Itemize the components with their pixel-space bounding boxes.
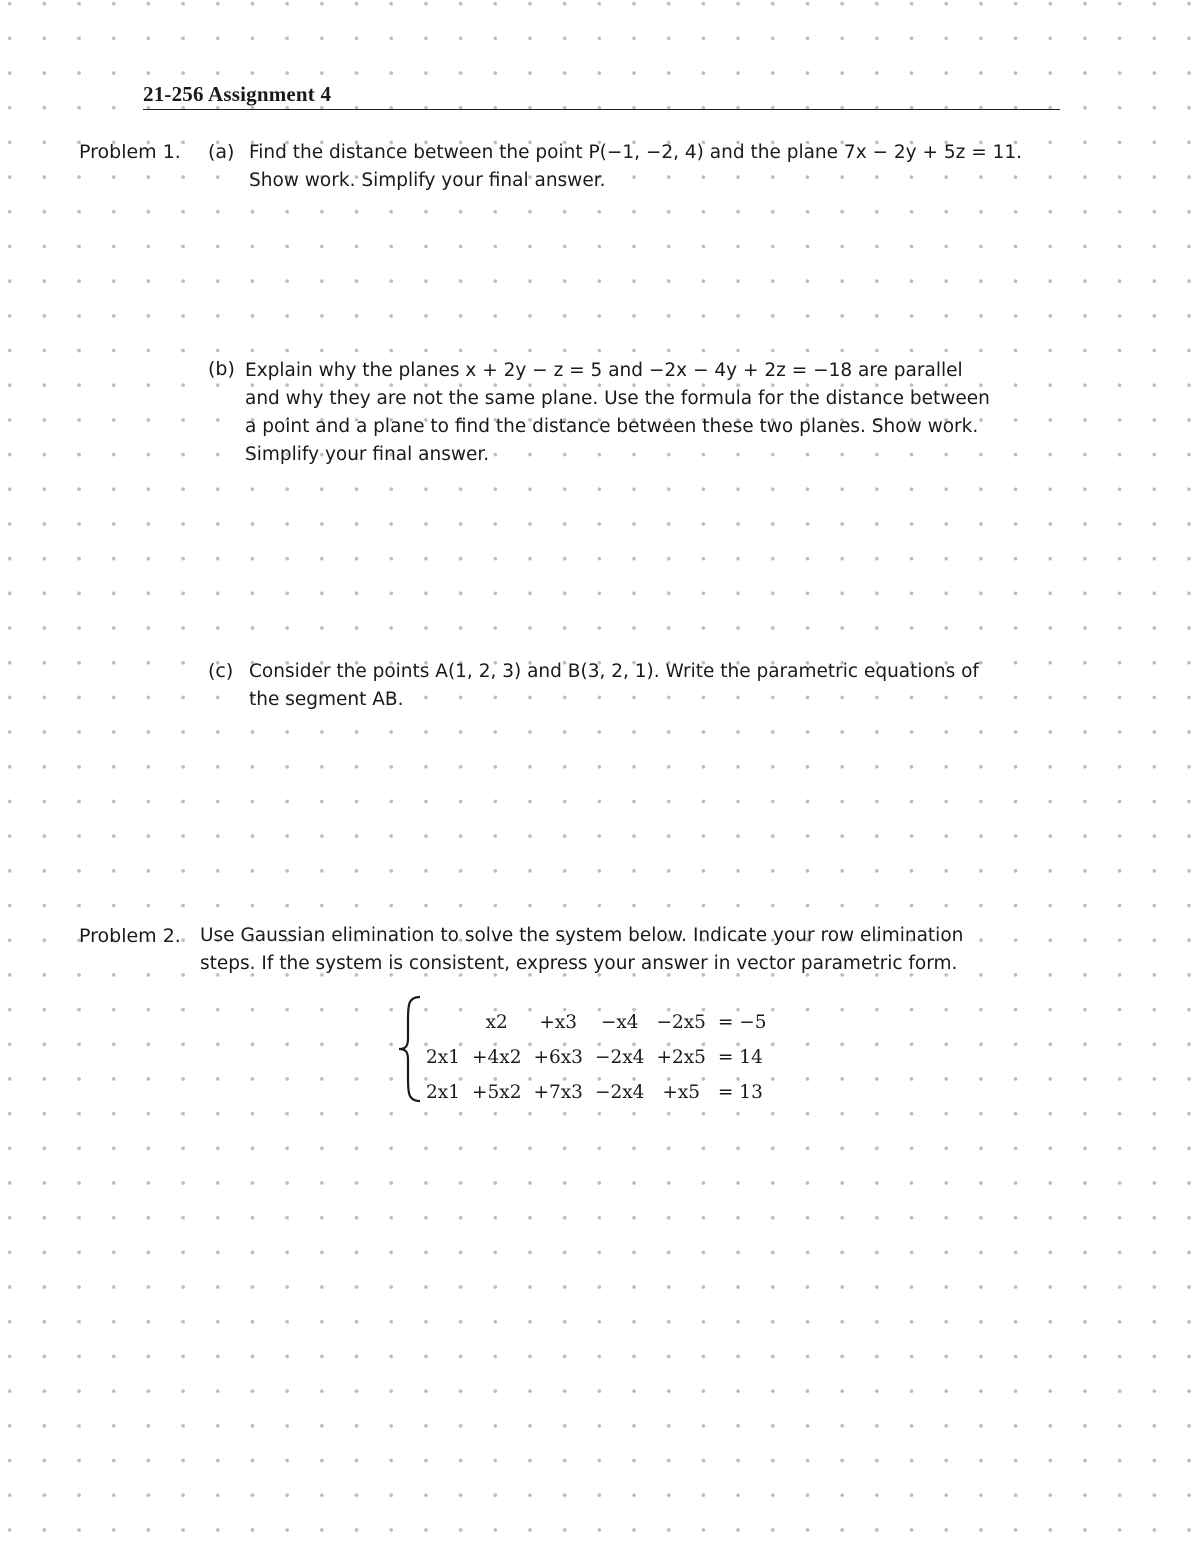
system-term: +2x5 (656, 1047, 706, 1068)
system-term: x2 (485, 1012, 508, 1033)
system-term: +5x2 (471, 1082, 522, 1103)
part-b-tag: (b) (208, 358, 235, 380)
assignment-title: 21-256 Assignment 4 (143, 82, 332, 106)
system-rhs: = 13 (717, 1082, 763, 1103)
problem-2-line-1: Use Gaussian elimination to solve the system below. Indicate your row elimination (200, 925, 964, 946)
system-term: 2x1 (426, 1047, 460, 1068)
problem-2-label: Problem 2. (79, 925, 181, 947)
system-term: −x4 (600, 1012, 639, 1033)
linear-system (420, 1005, 773, 1110)
part-a-tag: (a) (208, 141, 235, 163)
system-rhs: = −5 (717, 1012, 767, 1033)
problem-1-label: Problem 1. (79, 141, 181, 163)
part-a-line-1: Find the distance between the point P(−1, −2, 4) and the plane 7x − 2y + 5z = 11. (249, 142, 1023, 163)
part-c-text (249, 658, 1060, 714)
problem-2-line-2: steps. If the system is consistent, express your answer in vector parametric form. (200, 953, 958, 974)
system-term: −2x4 (594, 1082, 645, 1103)
part-b-line-1: Explain why the planes x + 2y − z = 5 and −2x − 4y + 2z = −18 are parallel (245, 360, 963, 381)
system-term: +6x3 (533, 1047, 583, 1068)
system-term: +x5 (662, 1082, 701, 1103)
system-rhs: = 14 (717, 1047, 763, 1068)
system-term: +x3 (539, 1012, 578, 1033)
system-row (420, 1005, 773, 1040)
system-term: −2x4 (594, 1047, 645, 1068)
system-term (420, 1005, 466, 1040)
system-row (420, 1040, 773, 1075)
part-b-line-3: a point and a plane to find the distance between these two planes. Show work. (245, 416, 979, 437)
part-a-line-2: Show work. Simplify your final answer. (249, 170, 606, 191)
part-b-line-2: and why they are not the same plane. Use the formula for the distance between (245, 388, 990, 409)
part-a-text (249, 139, 1060, 195)
system-term: +4x2 (471, 1047, 522, 1068)
system-row (420, 1075, 773, 1110)
title-underline (143, 109, 1060, 110)
system-term: +7x3 (533, 1082, 583, 1103)
system-term: 2x1 (426, 1082, 460, 1103)
part-b-line-4: Simplify your final answer. (245, 444, 490, 465)
part-c-tag: (c) (208, 660, 234, 682)
part-c-line-2: the segment AB. (249, 689, 404, 710)
part-b-text (245, 357, 1060, 469)
part-c-line-1: Consider the points A(1, 2, 3) and B(3, 2, 1). Write the parametric equations of (249, 661, 979, 682)
problem-2-text (200, 922, 1060, 978)
system-term: −2x5 (656, 1012, 706, 1033)
